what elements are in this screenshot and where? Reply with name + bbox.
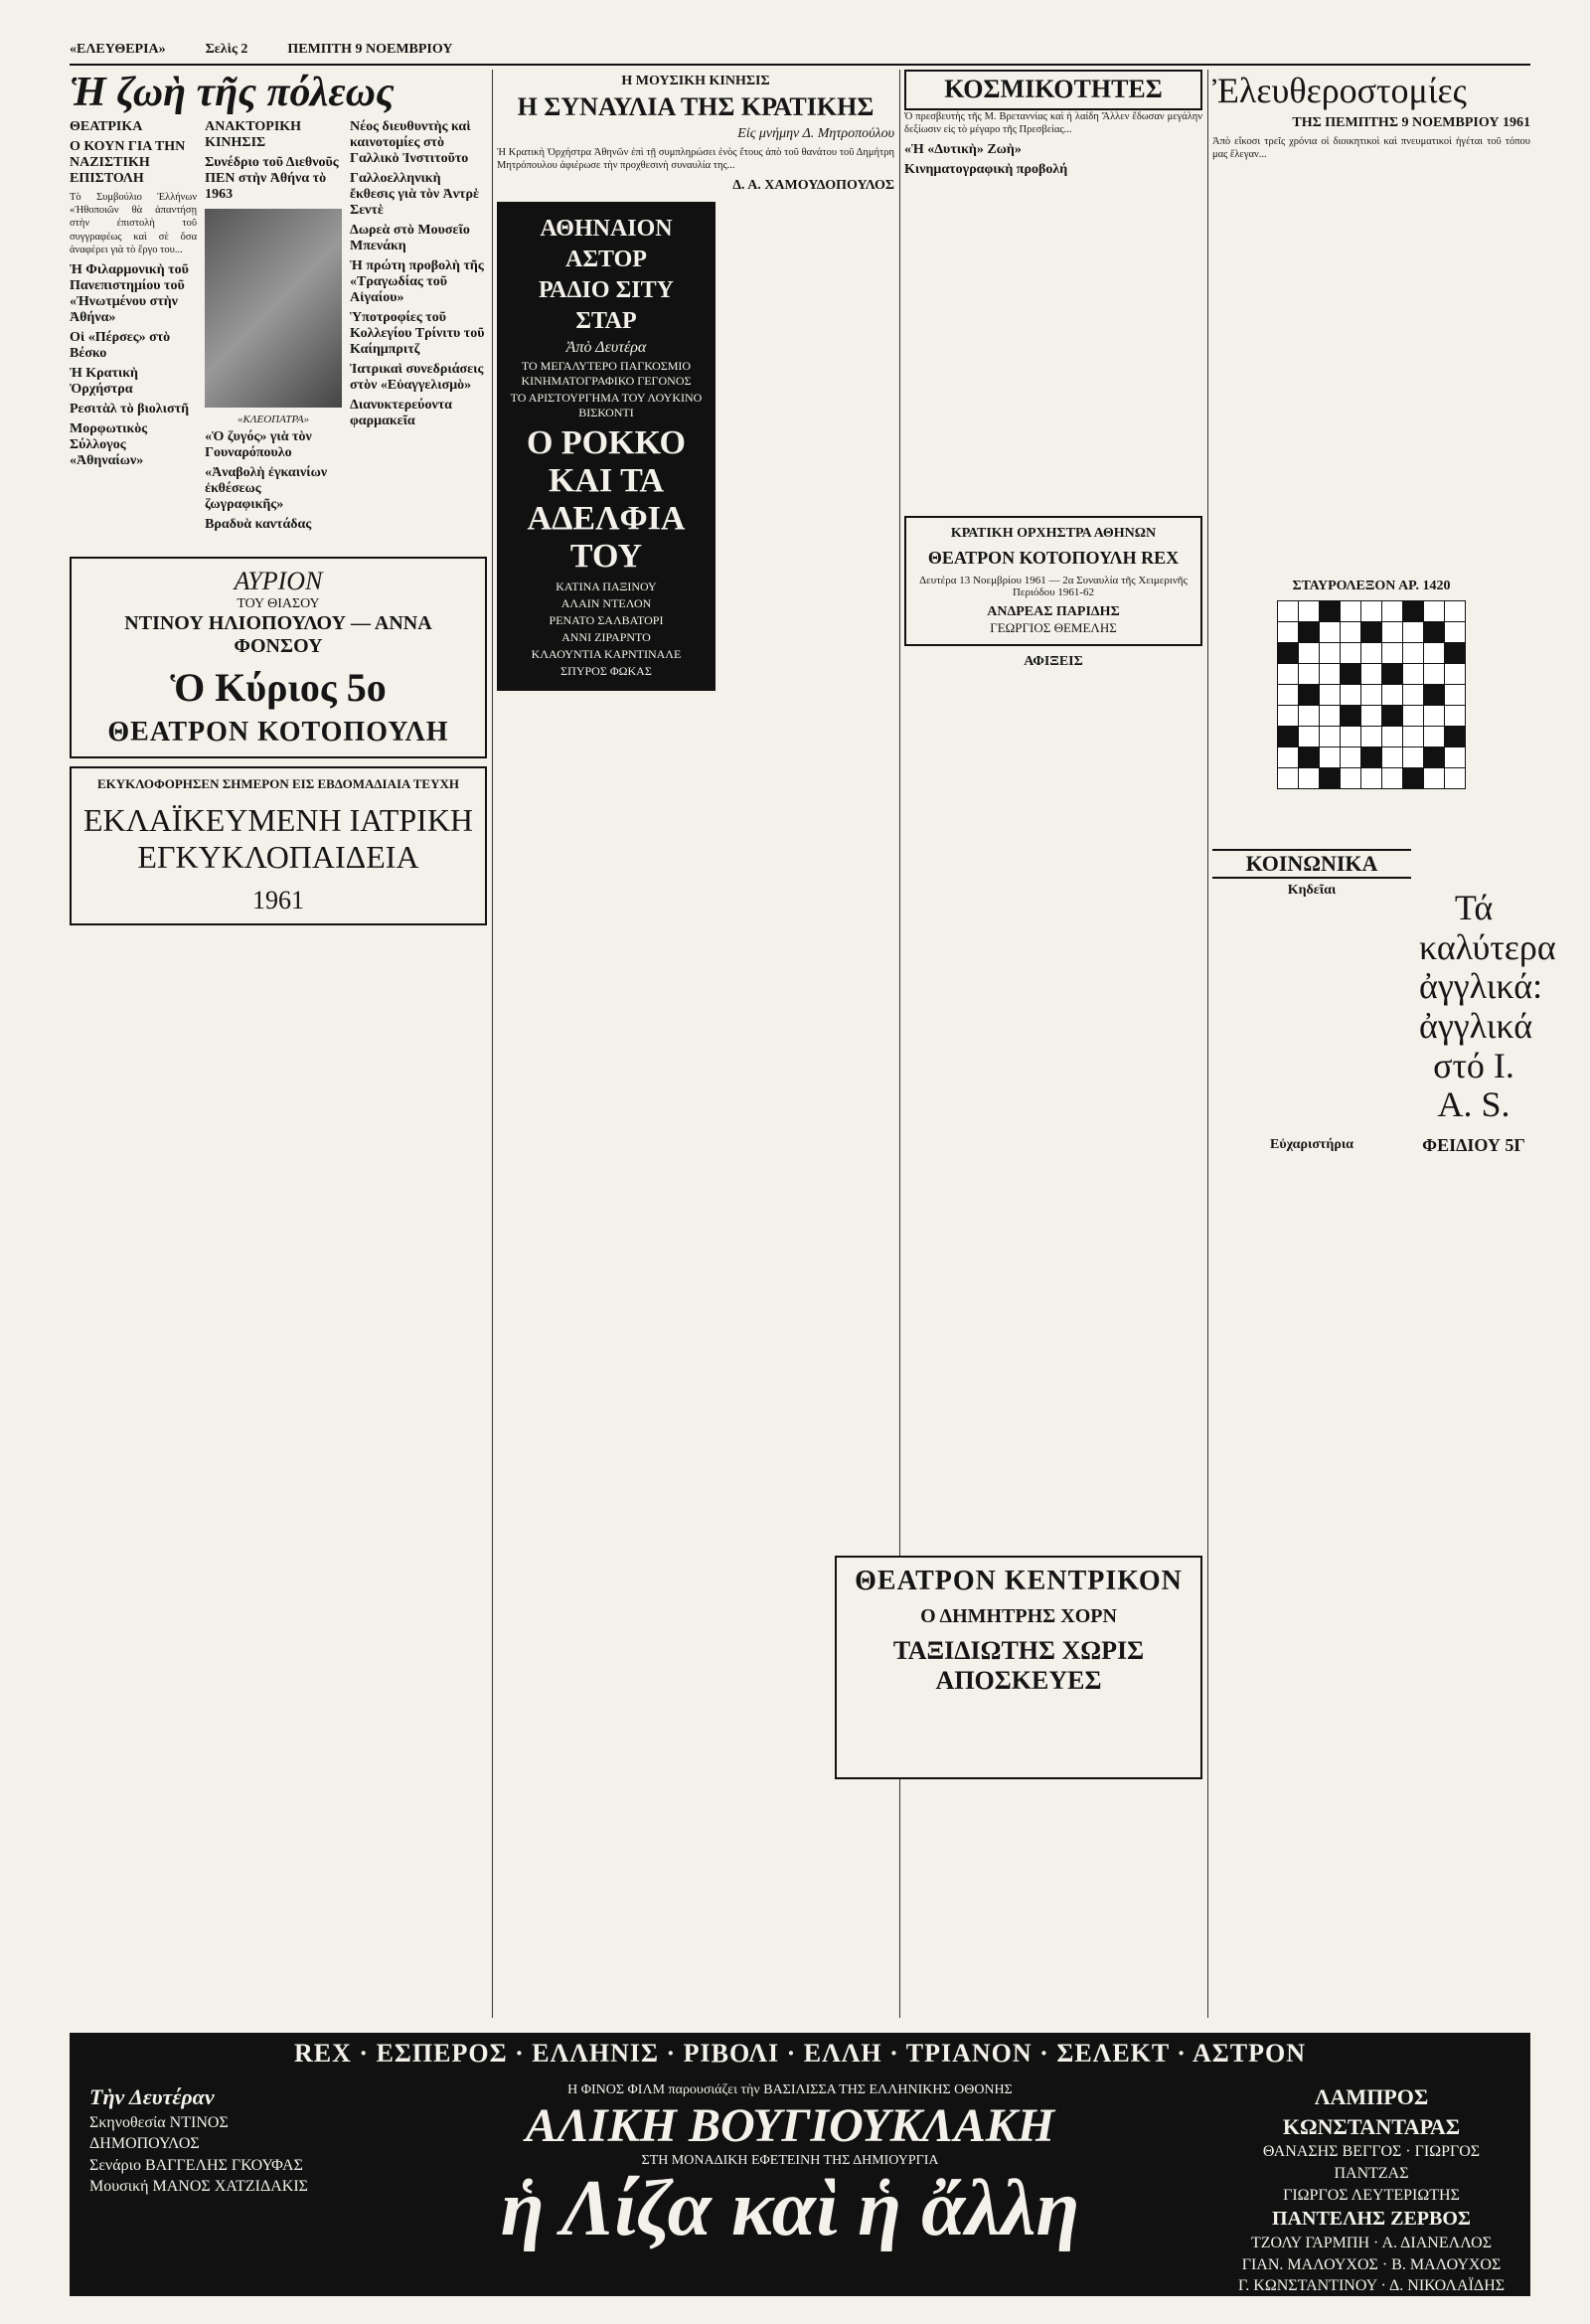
ad-actor: Ο ΔΗΜΗΤΡΗΣ ΧΟΡΝ — [920, 1605, 1117, 1627]
ad-cast — [1232, 2082, 1510, 2297]
article-title: Μορφωτικὸς Σύλλογος «Ἀθηναίων» — [70, 420, 148, 468]
page-number: Σελὶς 2 — [205, 42, 248, 57]
ad-conductor: ΑΝΔΡΕΑΣ ΠΑΡΙΔΗΣ — [987, 603, 1120, 619]
article-title: Ἰατρικαὶ συνεδριάσεις στὸν «Εὐαγγελισμὸ» — [350, 362, 484, 394]
article-text: Ἡ Κρατικὴ Ὀρχήστρα Ἀθηνῶν ἐπὶ τῇ συμπληρώσει ἑνὸς ἔτους ἀπὸ τοῦ θανάτου τοῦ Δημήτρη Μητρόπουλου ἀφιέρωσε τὴν προχθεσινὴ συναυλία της... — [497, 146, 894, 171]
page-header — [70, 42, 1530, 66]
cast-member: ΘΑΝΑΣΗΣ ΒΕΓΓΟΣ · ΓΙΩΡΓΟΣ ΠΑΝΤΖΑΣ — [1262, 2143, 1481, 2182]
article-title: Κινηματογραφικὴ προβολή — [904, 161, 1068, 177]
ad-venue: ΘΕΑΤΡΟΝ ΚΟΤΟΠΟΥΛΗ REX — [927, 547, 1180, 568]
article-title: Ἡ Φιλαρμονικὴ τοῦ Πανεπιστημίου τοῦ «Ἠνωτμένου στὴν Ἀθήνα» — [70, 261, 189, 325]
section-date: ΤΗΣ ΠΕΜΠΤΗΣ 9 ΝΟΕΜΒΡΙΟΥ 1961 — [1292, 115, 1530, 130]
article-title: Συνέδριο τοῦ Διεθνοῦς ΠΕΝ στὴν Ἀθήνα τὸ 1963 — [205, 155, 339, 203]
ad-heading: ΕΚΥΚΛΟΦΟΡΗΣΕΝ ΣΗΜΕΡΟΝ ΕΙΣ ΕΒΔΟΜΑΔΙΑΙΑ ΤΕΥΧΗ — [97, 776, 459, 792]
cast-member: ΠΑΝΤΕΛΗΣ ΖΕΡΒΟΣ — [1272, 2208, 1471, 2231]
article-title: «Ὁ ζυγός» γιὰ τὸν Γουναρόπουλο — [205, 429, 312, 461]
ad-year: 1961 — [252, 885, 304, 914]
article-title: Δωρεὰ στὸ Μουσεῖο Μπενάκη — [350, 223, 470, 254]
section-kicker: Η ΜΟΥΣΙΚΗ ΚΙΝΗΣΙΣ — [621, 74, 770, 88]
cinema-name: ΑΘΗΝΑΙΟΝ — [540, 215, 673, 242]
cast-member: ΣΠΥΡΟΣ ΦΩΚΑΣ — [560, 663, 652, 678]
city-life-section — [70, 70, 487, 2028]
ad-tagline: ΣΤΗ ΜΟΝΑΔΙΚΗ ΕΦΕΤΕΙΝΗ ΤΗΣ ΔΗΜΙΟΥΡΓΙΑ — [641, 2153, 939, 2168]
column-rule — [492, 70, 493, 2018]
cinema-list: REX · ΕΣΠΕΡΟΣ · ΕΛΛΗΝΙΣ · ΡΙΒΟΛΙ · ΕΛΛΗ · ΤΡΙΑΝΟΝ · ΣΕΛΕΚΤ · ΑΣΤΡΟΝ — [294, 2039, 1306, 2068]
ad-venue: ΘΕΑΤΡΟΝ ΚΕΝΤΡΙΚΟΝ — [855, 1566, 1183, 1596]
cinema-ad — [497, 202, 716, 691]
article-byline: Εἰς μνήμην Δ. Μητροπούλου — [737, 125, 894, 141]
film-ad-banner — [70, 2033, 1530, 2296]
ad-presenter: Η ΦΙΝΟΣ ΦΙΛΜ παρουσιάζει τὴν ΒΑΣΙΛΙΣΣΑ ΤΗΣ ΕΛΛΗΝΙΚΗΣ ΟΘΟΝΗΣ — [567, 2082, 1013, 2097]
article-title: Γαλλοελληνικὴ ἔκθεσις γιὰ τὸν Ἀντρὲ Σεντὲ — [350, 171, 479, 219]
cast-member: ΚΛΑΟΥΝΤΙΑ ΚΑΡΝΤΙΝΑΛΕ — [531, 646, 682, 661]
editorial-section — [1212, 70, 1556, 2028]
theatre-ad — [70, 557, 487, 758]
cast-member: ΚΑΤΙΝΑ ΠΑΞΙΝΟΥ — [556, 579, 657, 593]
ad-date: Ἀπὸ Δευτέρα — [565, 338, 647, 356]
paper-name: «ΕΛΕΥΘΕΡΙΑ» — [70, 42, 166, 57]
orchestra-ad — [904, 516, 1202, 646]
article-title: Ὑποτροφίες τοῦ Κολλεγίου Τρίνιτυ τοῦ Καίημπριτζ — [350, 310, 485, 358]
ad-line: ΤΟ ΜΕΓΑΛΥΤΕΡΟ ΠΑΓΚΟΣΜΙΟ ΚΙΝΗΜΑΤΟΓΡΑΦΙΚΟ ΓΕΓΟΝΟΣ — [521, 358, 692, 388]
article-title: Ἡ Κρατικὴ Ὀρχήστρα — [70, 365, 138, 397]
ad-line: ΤΟ ΑΡΙΣΤΟΥΡΓΗΜΑ ΤΟΥ ΛΟΥΚΙΝΟ ΒΙΣΚΟΝΤΙ — [510, 390, 703, 419]
encyclopedia-ad — [70, 766, 487, 925]
article-title: «Ἡ «Δυτικὴ» Ζωὴ» — [904, 141, 1022, 157]
ad-star: ΑΛΙΚΗ ΒΟΥΓΙΟΥΚΛΑΚΗ — [525, 2099, 1055, 2152]
crossword-title: ΣΤΑΥΡΟΛΕΞΟΝ ΑΡ. 1420 — [1292, 579, 1451, 594]
column-rule — [1207, 70, 1208, 2018]
cleopatra-painting-image — [205, 209, 342, 408]
ad-soloist: ΓΕΩΡΓΙΟΣ ΘΕΜΕΛΗΣ — [990, 619, 1117, 635]
ad-venue: ΘΕΑΤΡΟΝ ΚΟΤΟΠΟΥΛΗ — [107, 717, 449, 748]
article-title: «Ἀναβολὴ ἐγκαινίων ἐκθέσεως ζωγραφικῆς» — [205, 465, 328, 513]
ad-text: Δευτέρα 13 Νοεμβρίου 1961 — 2α Συναυλία τῆς Χειμερινῆς Περιόδου 1961-62 — [919, 574, 1188, 598]
theatre-heading: ΘΕΑΤΡΙΚΑ — [70, 119, 143, 135]
article-title: Ο ΚΟΥΝ ΓΙΑ ΤΗΝ ΝΑΖΙΣΤΙΚΗ ΕΠΙΣΤΟΛΗ — [70, 139, 186, 187]
cast-member: ΓΙΩΡΓΟΣ ΛΕΥΤΕΡΙΩΤΗΣ — [1283, 2186, 1460, 2204]
article-title: Οἱ «Πέρσες» στὸ Βέσκο — [70, 329, 171, 361]
article-title: Νέος διευθυντὴς καὶ καινοτομίες στὸ Γαλλικὸ Ἰνστιτοῦτο — [350, 119, 471, 167]
section-title: Ἡ ζωὴ τῆς πόλεως — [70, 70, 395, 115]
english-school-address: ΦΕΙΔΙΟΥ 5Γ — [1422, 1134, 1525, 1155]
ad-title: ΚΡΑΤΙΚΗ ΟΡΧΗΣΤΡΑ ΑΘΗΝΩΝ — [950, 525, 1157, 541]
english-school-ad: Τά καλύτερα ἀγγλικά: ἀγγλικά στό I. A. S. — [1419, 888, 1556, 1125]
credit-line: Σενάριο ΒΑΓΓΕΛΗΣ ΓΚΟΥΦΑΣ — [89, 2156, 303, 2174]
ad-film-title: Ο ΡΟΚΚΟ ΚΑΙ ΤΑ ΑΔΕΛΦΙΑ ΤΟΥ — [526, 423, 687, 575]
ad-play-title: Ὁ Κύριος 5ο — [170, 665, 387, 711]
ad-date: Τὴν Δευτέραν — [89, 2084, 215, 2109]
credit-line: Σκηνοθεσία ΝΤΙΝΟΣ ΔΗΜΟΠΟΥΛΟΣ — [89, 2113, 229, 2153]
ad-play-title: ΤΑΞΙΔΙΩΤΗΣ ΧΩΡΙΣ ΑΠΟΣΚΕΥΕΣ — [892, 1636, 1145, 1695]
cast-member: ΡΕΝΑΤΟ ΣΑΛΒΑΤΟΡΙ — [549, 612, 664, 627]
article-text: Ἀπὸ εἴκοσι τρεῖς χρόνια οἱ διοικητικοὶ καὶ πνευματικοὶ ἡγέται τοῦ τόπου μας ἔλεγαν... — [1212, 136, 1530, 161]
article-text: Τὸ Συμβούλιο Ἑλλήνων «Ἠθοποιῶν θὰ ἀπαντήσῃ στὴν ἐπιστολὴ τοῦ συγγραφέως καὶ σὲ ὅσα ἀναφέρει γιὰ τὸ ἔργο του... — [70, 192, 198, 255]
cast-member: ΓΙΑΝ. ΜΑΛΟΥΧΟΣ · Β. ΜΑΛΟΥΧΟΣ — [1241, 2255, 1502, 2273]
ad-actors: ΝΤΙΝΟΥ ΗΛΙΟΠΟΥΛΟΥ — ΑΝΝΑ ΦΟΝΣΟΥ — [124, 612, 432, 658]
article-title: Διανυκτερεύοντα φαρμακεῖα — [350, 398, 452, 429]
cast-member: ΛΑΜΠΡΟΣ ΚΩΝΣΤΑΝΤΑΡΑΣ — [1282, 2084, 1461, 2139]
section-title: Ἐλευθεροστομίες — [1212, 71, 1467, 110]
credit-line: Μουσική ΜΑΝΟΣ ΧΑΤΖΙΔΑΚΙΣ — [89, 2178, 308, 2196]
ad-title: ΕΚΛΑΪΚΕΥΜΕΝΗ ΙΑΤΡΙΚΗ ΕΓΚΥΚΛΟΠΑΙΔΕΙΑ — [82, 802, 474, 875]
article-title: Η ΣΥΝΑΥΛΙΑ ΤΗΣ ΚΡΑΤΙΚΗΣ — [517, 92, 874, 121]
cast-member: ΑΛΑΙΝ ΝΤΕΛΟΝ — [560, 595, 652, 610]
cast-member: ΑΝΝΙ ΖΙΡΑΡΝΤΟ — [561, 629, 651, 644]
ad-date: ΑΥΡΙΟΝ — [234, 567, 323, 596]
article-title: Ρεσιτὰλ τὸ βιολιστῆ — [70, 401, 190, 416]
image-caption: «ΚΛΕΟΠΑΤΡΑ» — [238, 414, 310, 426]
article-text: Ὁ πρεσβευτὴς τῆς Μ. Βρεταννίας καὶ ἡ λαίδη Ἄλλεν ἔδωσαν μεγάλην δεξίωσιν εἰς τὸ μέγαρο τῆς Πρεσβείας... — [904, 110, 1202, 135]
social-title: ΚΟΙΝΩΝΙΚΑ — [1212, 849, 1411, 879]
section-title: ΚΟΣΜΙΚΟΤΗΤΕΣ — [904, 70, 1202, 110]
kentrikon-theatre-ad — [835, 1556, 1202, 1779]
article-title: Βραδυὰ καντάδας — [205, 517, 312, 533]
ad-credits — [89, 2082, 338, 2198]
article-title: Ἡ πρώτη προβολὴ τῆς «Τραγωδίας τοῦ Αἰγαίου» — [350, 258, 484, 306]
issue-date: ΠΕΜΠΤΗ 9 ΝΟΕΜΒΡΙΟΥ — [287, 42, 453, 57]
cinema-name: ΣΤΑΡ — [575, 307, 637, 334]
cinema-name: ΑΣΤΟΡ — [565, 246, 647, 272]
ad-film-title: ἡ Λίζα καὶ ἡ ἄλλη — [500, 2165, 1080, 2252]
arrivals-heading: ΑΦΙΞΕΙΣ — [1024, 653, 1083, 669]
article-title: ΑΝΑΚΤΟΡΙΚΗ ΚΙΝΗΣΙΣ — [205, 119, 302, 151]
crossword-grid[interactable] — [1277, 600, 1466, 789]
cast-member: ΤΖΟΛΥ ΓΑΡΜΠΗ · Α. ΔΙΑΝΕΛΛΟΣ — [1250, 2235, 1493, 2252]
social-subtitle: Κηδεῖαι — [1287, 883, 1337, 899]
thanks-title: Εὐχαριστήρια — [1270, 1137, 1353, 1153]
article-signature: Δ. Α. ΧΑΜΟΥΔΟΠΟΥΛΟΣ — [732, 177, 894, 193]
cast-member: Γ. ΚΩΝΣΤΑΝΤΙΝΟΥ · Δ. ΝΙΚΟΛΑΪΔΗΣ — [1237, 2277, 1506, 2295]
ad-troupe: ΤΟΥ ΘΙΑΣΟΥ — [237, 596, 320, 612]
cinema-name: ΡΑΔΙΟ ΣΙΤΥ — [539, 276, 674, 303]
